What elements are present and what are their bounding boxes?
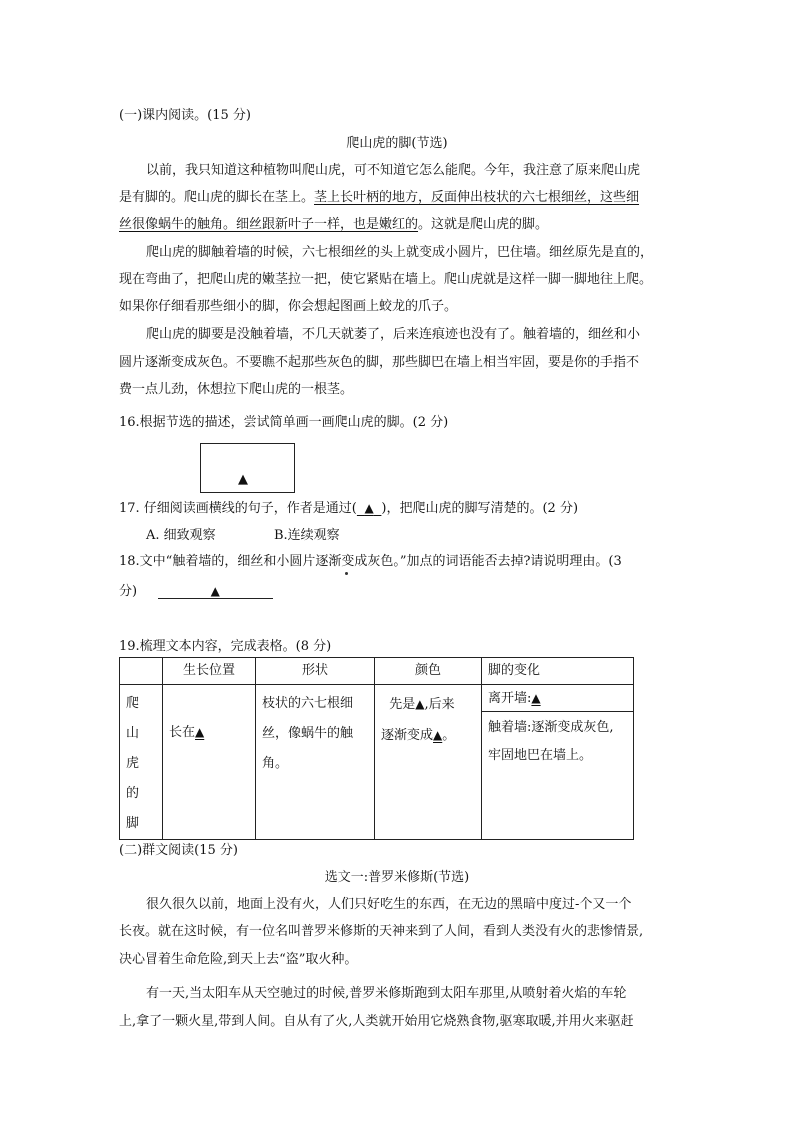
paragraph-line: 圆片逐渐变成灰色。不要瞧不起那些灰色的脚，那些脚巴在墙上相当牢固，要是你的手指不 — [119, 355, 640, 370]
paragraph-line: 现在弯曲了，把爬山虎的嫩茎拉一把，使它紧贴在墙上。爬山虎就是这样一脚一脚地往上爬。 — [119, 272, 653, 287]
row-label-cell — [120, 685, 163, 840]
text-span: )，把爬山虎的脚写清楚的。(2 分) — [381, 501, 579, 516]
row-label: 虎 的 — [126, 756, 140, 801]
change-cell — [482, 685, 634, 840]
question-18: 18.文中“触着墙的，细丝和小圆片逐渐变成灰色。”加点的词语能否去掉?请说明理由。(3 — [119, 554, 622, 569]
paragraph-line — [119, 189, 639, 207]
table-header-row — [120, 658, 634, 685]
paragraph-line: 爬山虎的脚要是没触着墙，不几天就萎了，后来连痕迹也没有了。触着墙的，细丝和小 — [146, 327, 641, 342]
text-span: 逐渐变成 — [381, 728, 434, 743]
cell-text: 角。 — [262, 756, 289, 771]
triangle-marker-icon: ▲ — [210, 584, 220, 598]
table-header — [120, 658, 163, 685]
text-span: 是有脚的。爬山虎的脚长在茎上。 — [119, 190, 315, 205]
question-18-cont — [119, 582, 273, 601]
triangle-marker-icon: ▲ — [433, 728, 443, 742]
text-span: 17. 仔细阅读画横线的句子，作者是通过( — [119, 501, 357, 516]
drawing-answer-box[interactable] — [200, 443, 295, 493]
text-span: 。 — [442, 728, 456, 743]
answer-blank[interactable] — [158, 582, 273, 599]
paragraph-line: 以前，我只知道这种植物叫爬山虎，可不知道它怎么能爬。今年，我注意了原来爬山虎 — [146, 163, 641, 178]
color-cell[interactable] — [375, 685, 482, 840]
triangle-marker-icon: ▲ — [238, 472, 248, 487]
triangle-marker-icon: ▲ — [415, 697, 425, 711]
table-header: 生长位置 — [163, 658, 256, 685]
table-header: 脚的变化 — [482, 658, 634, 685]
paragraph-line: 爬山虎的脚触着墙的时候，六七根细丝的头上就变成小圆片，巴住墙。细丝原先是直的， — [146, 245, 654, 260]
change-leave[interactable] — [482, 685, 633, 712]
paragraph-line: 长夜。就在这时候，有一位名叫普罗米修斯的天神来到了人间，看到人类没有火的悲惨情景, — [119, 924, 644, 939]
text-span: 分) — [119, 584, 138, 599]
paragraph-line: 决心冒着生命危险,到天上去“盗”取火种。 — [119, 952, 358, 967]
text-span: 先是 — [389, 697, 416, 712]
table-header: 形状 — [256, 658, 375, 685]
paragraph-line: 上,拿了一颗火星,带到人间。自从有了火,人类就开始用它烧熟食物,驱寒取暖,并用火来驱赶 — [119, 1014, 634, 1029]
text-span: 。这就是爬山虎的脚。 — [418, 217, 549, 232]
text-span: 离开墙: — [488, 691, 532, 706]
part2-title: 选文一:普罗米修斯(节选) — [324, 870, 470, 885]
table-row — [120, 685, 634, 840]
text-span: ,后来 — [424, 697, 455, 712]
underlined-sentence: 丝很像蜗牛的触角。细丝跟新叶子一样，也是嫩红的 — [119, 217, 419, 232]
cell-text: 枝状的六七根细 — [262, 696, 354, 711]
summary-table — [119, 657, 634, 840]
paragraph-line: 有一天,当太阳车从天空驰过的时候,普罗米修斯跑到太阳车那里,从喷射着火焰的车轮 — [146, 986, 627, 1001]
underlined-sentence: 茎上长叶柄的地方，反面伸出枝状的六七根细丝，这些细 — [314, 190, 640, 205]
question-16: 16.根据节选的描述，尝试简单画一画爬山虎的脚。(2 分) — [119, 415, 449, 430]
paragraph-line: 费一点儿劲，休想拉下爬山虎的一根茎。 — [119, 382, 354, 397]
option-b[interactable]: B.连续观察 — [274, 528, 340, 543]
paragraph-line — [119, 216, 548, 234]
paragraph-line: 很久很久以前，地面上没有火，人们只好吃生的东西，在无边的黑暗中度过-个又一个 — [146, 897, 632, 912]
cell-text — [381, 689, 475, 720]
row-label: 脚 — [126, 816, 140, 831]
part1-title: 爬山虎的脚(节选) — [346, 136, 448, 151]
table-header: 颜色 — [375, 658, 482, 685]
text-span: 长在 — [169, 725, 196, 740]
cell-text: 触着墙:逐渐变成灰色, — [488, 720, 614, 735]
position-cell[interactable] — [163, 685, 256, 840]
triangle-marker-icon: ▲ — [531, 691, 541, 705]
triangle-marker-icon: ▲ — [195, 725, 205, 739]
part2-heading: (二)群文阅读(15 分) — [119, 843, 238, 858]
option-a[interactable]: A. 细致观察 — [146, 528, 216, 543]
shape-cell — [256, 685, 375, 840]
question-19: 19.梳理文本内容，完成表格。(8 分) — [119, 639, 332, 654]
change-touch — [482, 712, 633, 770]
emphasis-dot — [345, 572, 348, 575]
cell-text: 牢固地巴在墙上。 — [488, 748, 593, 763]
answer-blank[interactable] — [357, 501, 382, 515]
triangle-marker-icon: ▲ — [364, 501, 374, 515]
paragraph-line: 如果你仔细看那些细小的脚，你会想起图画上蛟龙的爪子。 — [119, 299, 458, 314]
part1-heading: (一)课内阅读。(15 分) — [119, 108, 251, 123]
cell-text — [381, 720, 475, 751]
question-17 — [119, 499, 578, 518]
row-label: 爬 山 — [126, 696, 140, 741]
cell-text: 丝，像蜗牛的触 — [262, 726, 354, 741]
